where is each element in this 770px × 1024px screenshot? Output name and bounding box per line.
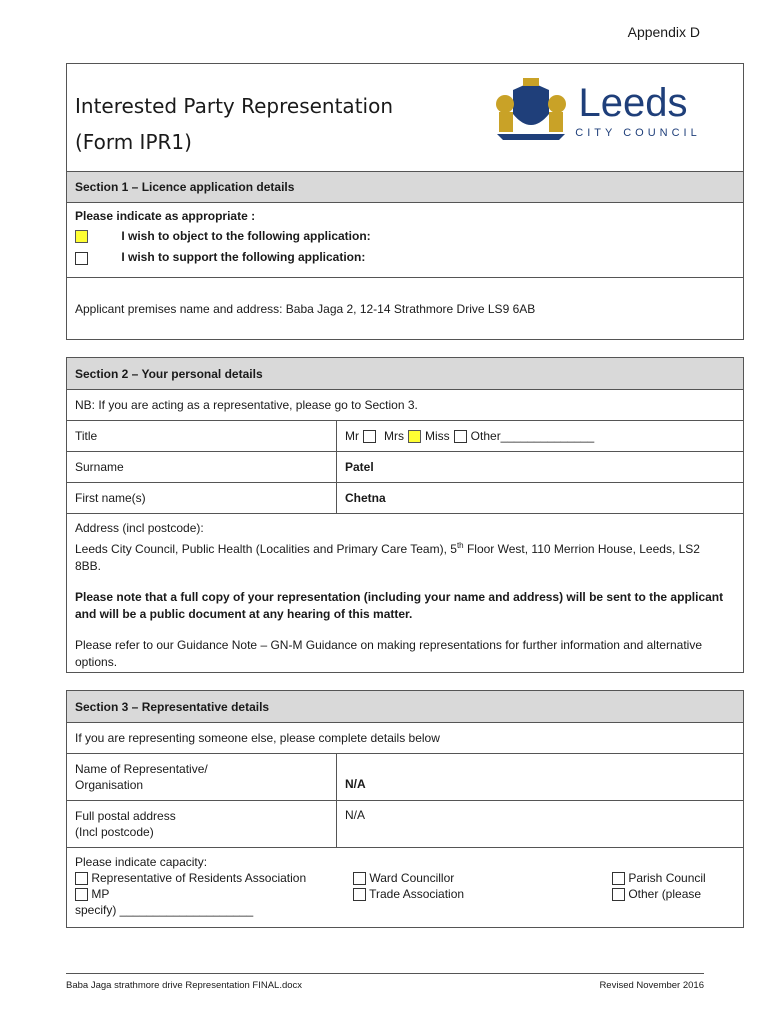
appendix-label: Appendix D <box>627 24 700 40</box>
form-title-line1: Interested Party Representation <box>75 94 393 118</box>
title-other-field[interactable]: Other______________ <box>470 429 595 443</box>
section1-options <box>67 202 743 277</box>
guidance-note: Please refer to our Guidance Note – GN-M Guidance on making representations for further information and alternative options. <box>75 638 702 669</box>
address-label: Address (incl postcode): <box>75 521 204 535</box>
footer-revised: Revised November 2016 <box>599 980 704 991</box>
cap-ward-option: Ward Councillor <box>353 870 454 886</box>
section3-box <box>66 690 744 928</box>
rep-name-row <box>67 753 743 800</box>
public-document-notice: Please note that a full copy of your representation (including your name and address) will be sent to the applicant and will be a public document at any hearing of this matter. <box>75 590 724 621</box>
postal-row <box>67 800 743 847</box>
address-row <box>67 513 743 674</box>
cap-specify-field[interactable]: specify) ____________________ <box>75 903 254 917</box>
form-header <box>67 64 743 171</box>
section2-heading: Section 2 – Your personal details <box>67 358 743 389</box>
support-option <box>75 250 735 264</box>
surname-row <box>67 451 743 482</box>
rep-name-field[interactable]: N/A <box>345 777 366 791</box>
nb-text: NB: If you are acting as a representative, please go to Section 3. <box>75 398 418 412</box>
section3-intro-row <box>67 722 743 753</box>
postal-label: Full postal address (Incl postcode) <box>67 801 337 847</box>
form-title-line2: (Form IPR1) <box>75 130 192 154</box>
section2-box <box>66 357 744 673</box>
logo-wordmark: Leeds <box>578 81 688 125</box>
firstname-row <box>67 482 743 513</box>
cap-trade-checkbox[interactable] <box>353 888 366 901</box>
support-checkbox[interactable] <box>75 252 88 265</box>
title-mrs-label: Mrs <box>384 429 404 443</box>
capacity-row <box>67 847 743 927</box>
footer-filename: Baba Jaga strathmore drive Representation FINAL.docx <box>66 980 303 991</box>
cap-residents-option: Representative of Residents Association <box>75 870 306 886</box>
cap-mp-checkbox[interactable] <box>75 888 88 901</box>
object-option <box>75 229 735 243</box>
firstname-field[interactable]: Chetna <box>345 491 386 505</box>
support-label: I wish to support the following application: <box>121 250 366 265</box>
cap-parish-option: Parish Council <box>612 870 706 886</box>
cap-trade-option: Trade Association <box>353 886 464 902</box>
cap-residents-checkbox[interactable] <box>75 872 88 885</box>
premises-text: Applicant premises name and address: Baba Jaga 2, 12-14 Strathmore Drive LS9 6AB <box>75 301 536 316</box>
title-miss-checkbox[interactable] <box>454 430 467 443</box>
firstname-label: First name(s) <box>67 483 337 513</box>
title-mrs-checkbox[interactable] <box>408 430 421 443</box>
capacity-label: Please indicate capacity: <box>75 855 208 869</box>
cap-mp-option: MP <box>75 886 109 902</box>
title-label: Title <box>67 421 337 451</box>
postal-field[interactable]: N/A <box>345 808 366 822</box>
cap-ward-checkbox[interactable] <box>353 872 366 885</box>
page-footer <box>66 973 704 991</box>
capacity-options <box>75 870 735 902</box>
address-value-line2: 8BB. <box>75 559 102 573</box>
cap-other-checkbox[interactable] <box>612 888 625 901</box>
section1-box <box>66 63 744 340</box>
section1-prompt: Please indicate as appropriate : <box>75 209 256 223</box>
title-mr-label: Mr <box>345 429 359 443</box>
title-row <box>67 420 743 451</box>
nb-row <box>67 389 743 420</box>
premises-row <box>67 277 743 339</box>
object-checkbox[interactable] <box>75 230 88 243</box>
title-options <box>337 421 743 451</box>
cap-other-option: Other (please <box>612 886 701 902</box>
rep-name-label: Name of Representative/ Organisation <box>67 754 337 800</box>
object-label: I wish to object to the following application: <box>121 229 371 243</box>
address-value[interactable]: Leeds City Council, Public Health (Localities and Primary Care Team), 5th Floor West, 110 Merrion House, Leeds, LS2 <box>75 541 700 556</box>
form-title <box>75 88 393 160</box>
section3-heading: Section 3 – Representative details <box>67 691 743 722</box>
section3-intro: If you are representing someone else, please complete details below <box>75 731 440 745</box>
cap-parish-checkbox[interactable] <box>612 872 625 885</box>
section1-heading: Section 1 – Licence application details <box>67 171 743 202</box>
title-mr-checkbox[interactable] <box>363 430 376 443</box>
surname-field[interactable]: Patel <box>345 460 374 474</box>
title-miss-label: Miss <box>425 429 450 443</box>
leeds-crest-logo <box>493 76 713 142</box>
logo-subtitle: CITY COUNCIL <box>575 127 701 139</box>
surname-label: Surname <box>67 452 337 482</box>
